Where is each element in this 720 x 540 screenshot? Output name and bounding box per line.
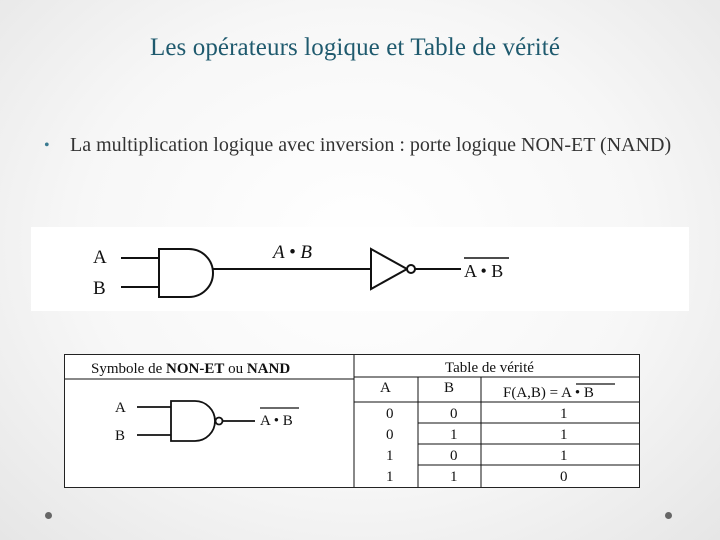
truth-col-b-header: B <box>444 380 455 396</box>
symbol-header-prefix: Symbole de <box>91 361 166 377</box>
slide-corner-dot-right <box>665 512 672 519</box>
truth-col-f-expr: A • B <box>561 385 594 401</box>
truth-table-caption: Table de vérité <box>445 360 534 376</box>
symbol-header-bold-1: NON-ET <box>166 361 225 377</box>
symbol-truth-table-svg <box>65 355 639 487</box>
diagram-input-b-label: B <box>93 278 106 299</box>
truth-cell-f: 1 <box>560 427 568 443</box>
truth-col-f-prefix: F(A,B) = <box>503 385 562 401</box>
table-row <box>386 406 639 423</box>
symbol-input-a-label: A <box>115 400 126 416</box>
truth-cell-f: 1 <box>560 448 568 464</box>
and-gate-icon <box>159 249 213 297</box>
slide-title: Les opérateurs logique et Table de vérité <box>149 34 561 61</box>
truth-cell-f: 1 <box>560 406 568 422</box>
table-row <box>386 469 568 485</box>
truth-cell-b: 1 <box>450 469 458 485</box>
table-row <box>386 448 639 465</box>
diagram-input-a-label: A <box>93 247 107 268</box>
truth-cell-f: 0 <box>560 469 568 485</box>
truth-cell-a: 0 <box>386 427 394 443</box>
bullet-text: La multiplication logique avec inversion : porte logique NON-ET (NAND) <box>70 134 672 156</box>
and-output-label: A • B <box>273 242 313 263</box>
symbol-input-b-label: B <box>115 428 126 444</box>
table-row <box>386 427 639 444</box>
truth-cell-b: 0 <box>450 448 458 464</box>
slide-corner-dot-left <box>45 512 52 519</box>
symbol-header-bold-2: NAND <box>246 361 291 377</box>
truth-col-f-header <box>503 385 594 401</box>
nand-bubble-icon <box>216 418 223 425</box>
nand-composition-diagram <box>31 227 689 311</box>
truth-cell-b: 1 <box>450 427 458 443</box>
symbol-truth-table-figure <box>64 354 640 488</box>
symbol-header-mid: ou <box>224 361 247 377</box>
nand-gate-icon <box>171 401 215 441</box>
symbol-panel-header <box>91 361 290 377</box>
truth-col-a-header: A <box>380 380 391 396</box>
nand-output-label: A • B <box>464 261 504 281</box>
truth-cell-a: 0 <box>386 406 394 422</box>
symbol-output-label: A • B <box>260 413 293 429</box>
inversion-bubble-icon <box>407 265 415 273</box>
bullet-marker: • <box>44 137 50 154</box>
truth-cell-b: 0 <box>450 406 458 422</box>
truth-cell-a: 1 <box>386 448 394 464</box>
nand-composition-svg <box>31 227 689 311</box>
truth-table-body <box>386 406 639 485</box>
truth-cell-a: 1 <box>386 469 394 485</box>
inverter-icon <box>371 249 407 289</box>
